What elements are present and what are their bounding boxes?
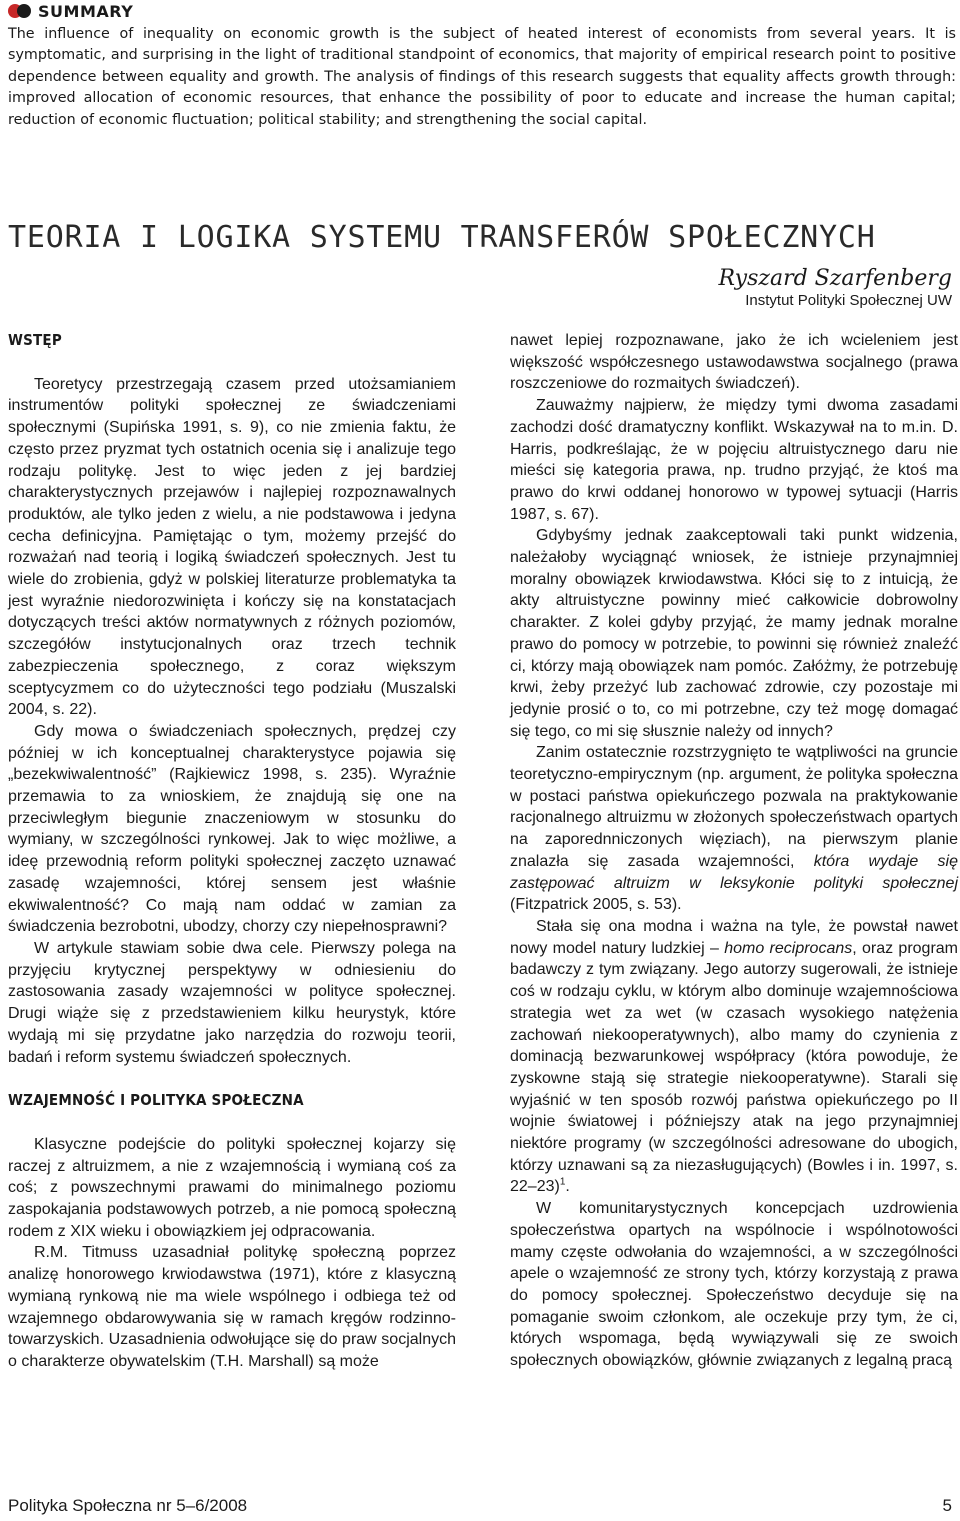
text-run: , oraz program badawczy z tym związany. Jego autorzy sugerowali, że istnieje coś w rodzaju cyklu, w którym albo dominuje wzajemnościowa strategia wet za wet (w czasach wysokiego natężenia zachowań niekooperatywnych), albo mamy do czynienia z dominacją bezwarunkowej współpracy (która powoduje, że zyskowne stają się strategie niekooperatywne). Starali się wyjaśnić w ten sposób rozwój państwa opiekuńczego po II wojnie światowej i późniejszy atak na jego przynajmniej niektóre programy (w szczególności adresowane do ubogich, którzy uznawani są za niezasługujących) (Bowles i in. 1997, s. 22–23)	[510, 939, 959, 1196]
paragraph: Teoretycy przestrzegają czasem przed utożsamianiem instrumentów polityki społecznej ze świadczeniami społecznymi (Supińska 1991, s. 9), co nie zmienia faktu, że często przez pryzmat tych ostatnich ocenia się i analizuje tego rodzaju politykę. Jest to więc jeden z jej bardziej charakterystycznych przejawów i najlepiej rozpoznawalnych produktów, ale tylko jeden z wielu, a nie podstawowa i jedyna cecha definicyjna. Pamiętając o tym, możemy przejść do rozważań nad teorią i logiką świadczeń społecznych. Jest tu wiele do zrobienia, gdyż w polskiej literaturze problematyka ta jest wyraźnie niedorozwinięta i kończy się na konstatacjach dotyczących treści aktów normatywnych z różnych poziomów, szczegółów instytucjonalnych oraz trzech technik zabezpieczenia społecznego, z coraz większym sceptycyzmem co do użyteczności tego podziału (Muszalski 2004, s. 22).	[8, 375, 456, 719]
paragraph: Klasyczne podejście do polityki społecznej kojarzy się raczej z altruizmem, a nie z wzajemnością i wymianą coś za coś; z powszechnymi prawami do minimalnego poziomu zaspokajania podstawowych potrzeb, a nie pomocą społeczną rodem z XIX wieku i obowiązkiem jej odpracowania.	[8, 1135, 456, 1240]
paragraph: nawet lepiej rozpoznawane, jako że ich wcieleniem jest większość współczesnego ustawodawstwa socjalnego (prawa roszczeniowe do rozmaitych świadczeń).	[510, 332, 958, 393]
text-run: (Fitzpatrick 2005, s. 53).	[510, 896, 682, 914]
text-run: Zanim ostatecznie rozstrzygnięto te wątpliwości na gruncie teoretyczno-empirycznym (np. argument, że polityka społeczna w postaci państwa opiekuńczego pozwala na praktykowanie racjonalnego altruizmu w złożonych społeczeństwach opartych na zaporednniczonych więziach), na pierwszym planie znalazła się zasada wzajemności,	[510, 744, 958, 870]
paragraph	[510, 916, 958, 1198]
italic-quote: która wydaje się zastępować altruizm w leksykonie polityki społecznej	[510, 852, 959, 892]
paragraph: W artykule stawiam sobie dwa cele. Pierwszy polega na przyjęciu krytycznej perspektywy w odniesieniu do zastosowania zasady wzajemności w polityce społecznej. Drugi wiąże się z przedstawieniem kilku heurystyk, które wydają mi się przydatne jako narzędzia do rozwoju teorii, badań i reform systemu świadczeń społecznych.	[8, 939, 456, 1066]
paragraph: Gdy mowa o świadczeniach społecznych, prędzej czy później w ich konceptualnej charakterystyce pojawia się „bezekwiwalentność” (Rajkiewicz 1998, s. 235). Wyraźnie przemawia to za wnioskiem, że znajdują się one na przeciwległym biegunie znaczeniowym w stosunku do wymiany, w szczególności rynkowej. Jak to więc możliwe, a ideę przewodnią reform polityki społecznej zaczęto uznawać zasadę wzajemności, której sensem jest właśnie ekwiwalentność? Co mają nam oddać w zamian za świadczenia bezrobotni, ubodzy, chorzy czy niepełnosprawni?	[8, 722, 456, 936]
paragraph: R.M. Titmuss uzasadniał politykę społeczną poprzez analizę honorowego krwiodawstwa (1971), które z klasyczną wymianą rynkową nie ma wiele wspólnego i odbiega też od wzajemnego obdarowywania się w ramach kręgów rodzinno-towarzyskich. Uzasadnienia odwołujące się do praw socjalnych o charakterze obywatelskim (T.H. Marshall) są może	[8, 1244, 456, 1370]
text-run: .	[565, 1178, 570, 1196]
text-run: Stała się ona modna i ważna na tyle, że powstał nawet nowy model natury ludzkiej –	[510, 917, 958, 957]
italic-term: homo reciprocans	[724, 939, 853, 957]
left-column	[8, 330, 456, 1373]
paragraph: W komunitarystycznych koncepcjach uzdrowienia społeczeństwa opartych na wspólnocie i wspólnotowości mamy częste odwołania do wzajemności, a w szczególności apele o wzajemność ze strony tych, którzy korzystają z prawa do pomocy społecznej. Społeczeństwo decyduje się na pomaganie swoim członkom, ale oczekuje przy tym, że ci, których wspomaga, będą wywiązywali się ze swoich społecznych obowiązków, głównie związanych z legalną pracą	[510, 1200, 958, 1370]
footer-page-number: 5	[942, 1496, 952, 1515]
section-heading-reciprocity: WZAJEMNOŚĆ I POLITYKA SPOŁECZNA	[8, 1091, 304, 1110]
article-title: TEORIA I LOGIKA SYSTEMU TRANSFERÓW SPOŁECZNYCH	[8, 220, 876, 255]
summary-header	[8, 0, 133, 22]
section-heading-intro: WSTĘP	[8, 331, 62, 349]
summary-title: SUMMARY	[38, 1, 134, 21]
summary-text: The influence of inequality on economic growth is the subject of heated interest of economists from several years. It is symptomatic, and surprising in the light of traditional standpoint of economics, that majority of empirical research point to positive dependence between equality and growth. The analysis of findings of this research suggests that equality affects growth through: improved allocation of economic resources, that enhance the possibility of poor to educate and increase the human capital; reduction of economic fluctuation; political stability; and strengthening the social capital.	[8, 26, 956, 128]
author-name: Ryszard Szarfenberg	[718, 266, 952, 291]
author-affiliation: Instytut Polityki Społecznej UW	[745, 292, 952, 309]
paragraph: Gdybyśmy jednak zaakceptowali taki punkt widzenia, należałoby wyciągnąć wniosek, że istnieje przynajmniej moralny obowiązek krwiodawstwa. Kłóci się to z intuicją, że akty altruistyczne powinny mieć całkowicie dobrowolny charakter. Z kolei gdyby przyjąć, że mamy jednak moralne prawo do pomocy w potrzebie, to powinni się również znaleźć ci, którzy mają obowiązek nam pomóc. Załóżmy, że potrzebuję krwi, żeby przeżyć lub zachować zdrowie, czy pozostaje mi jedynie prosić o to, co mi potrzebne, czy też mogę domagać się tego, co mi się słusznie należy od innych?	[510, 527, 958, 740]
summary-logo-icon	[8, 1, 32, 21]
footnote-marker[interactable]: 1	[559, 1177, 566, 1189]
paragraph: Zauważmy najpierw, że między tymi dwoma zasadami zachodzi dość dramatyczny konflikt. Wskazywał na to m.in. D. Harris, podkreślając, że w pojęciu altruistycznego daru nie mieści się kategoria prawa, np. trudno przyjąć, że ktoś ma prawo do krwi oddanej honorowo w typowej sytuacji (Harris 1987, s. 67).	[510, 397, 958, 523]
right-column	[510, 330, 958, 1372]
paragraph	[510, 742, 958, 916]
footer-journal: Polityka Społeczna nr 5–6/2008	[8, 1496, 248, 1515]
